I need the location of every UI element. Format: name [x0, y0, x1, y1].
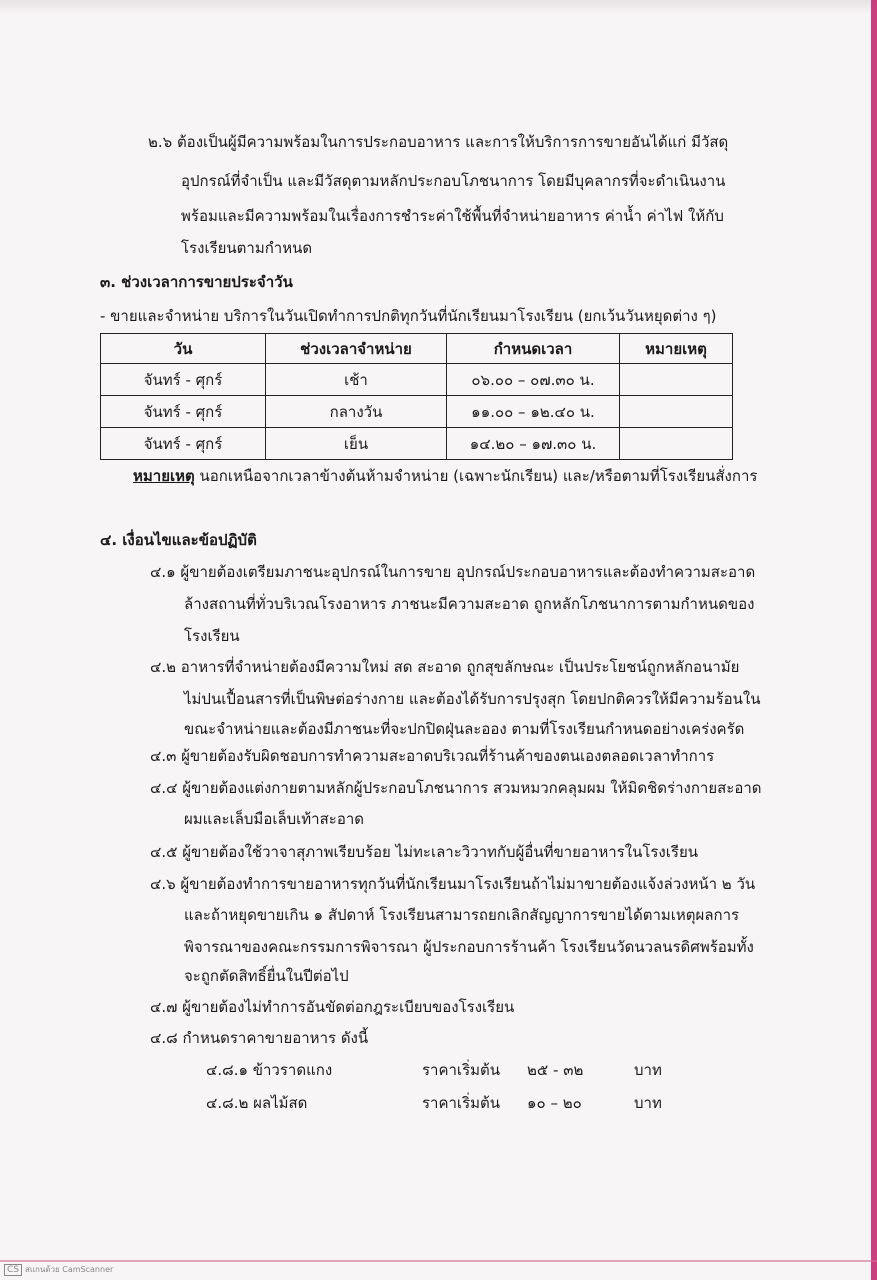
- page-edge-bottom: [0, 1260, 877, 1262]
- cell-time: ๑๔.๒๐ – ๑๗.๓๐ น.: [447, 428, 620, 460]
- table-header-row: [101, 334, 733, 364]
- item-4-2-line-3: ขณะจำหน่ายและต้องมีภาชนะที่จะปกปิดฝุ่นละออง ตามที่โรงเรียนกำหนดอย่างเคร่งครัด: [184, 720, 745, 738]
- item-4-1-line-1: ๔.๑ ผู้ขายต้องเตรียมภาชนะอุปกรณ์ในการขาย อุปกรณ์ประกอบอาหารและต้องทำความสะอาด: [150, 563, 756, 581]
- schedule-note-text: นอกเหนือจากเวลาข้างต้นห้ามจำหน่าย (เฉพาะนักเรียน) และ/หรือตามที่โรงเรียนสั่งการ: [194, 467, 758, 485]
- table-row: [101, 396, 733, 428]
- item-4-6-line-2: และถ้าหยุดขายเกิน ๑ สัปดาห์ โรงเรียนสามารถยกเลิกสัญญาการขายได้ตามเหตุผลการ: [184, 906, 740, 924]
- item-4-6-line-1: ๔.๖ ผู้ขายต้องทำการขายอาหารทุกวันที่นักเรียนมาโรงเรียนถ้าไม่มาขายต้องแจ้งล่วงหน้า ๒ วัน: [150, 875, 756, 893]
- sales-schedule-table: [100, 333, 733, 460]
- section-2-6-line-3: พร้อมและมีความพร้อมในเรื่องการชำระค่าใช้พื้นที่จำหน่ายอาหาร ค่าน้ำ ค่าไฟ ให้กับ: [181, 207, 724, 225]
- table-row: [101, 364, 733, 396]
- col-header-remark: หมายเหตุ: [620, 334, 733, 364]
- col-header-day: วัน: [101, 334, 266, 364]
- item-4-1-line-2: ล้างสถานที่ทั่วบริเวณโรงอาหาร ภาชนะมีความสะอาด ถูกหลักโภชนาการตามกำหนดของ: [184, 595, 755, 613]
- item-4-6-line-3: พิจารณาของคณะกรรมการพิจารณา ผู้ประกอบการร้านค้า โรงเรียนวัดนวลนรดิศพร้อมทั้ง: [184, 938, 754, 956]
- item-4-8: ๔.๘ กำหนดราคาขายอาหาร ดังนี้: [150, 1029, 369, 1047]
- item-4-7: ๔.๗ ผู้ขายต้องไม่ทำการอันขัดต่อกฎระเบียบของโรงเรียน: [150, 998, 515, 1016]
- item-4-4-line-2: ผมและเล็บมือเล็บเท้าสะอาด: [184, 810, 364, 828]
- cell-day: จันทร์ - ศุกร์: [101, 396, 266, 428]
- price-unit: บาท: [634, 1094, 662, 1112]
- section-3-intro: - ขายและจำหน่าย บริการในวันเปิดทำการปกติทุกวันที่นักเรียนมาโรงเรียน (ยกเว้นวันหยุดต่าง ๆ): [100, 307, 717, 325]
- item-4-6-line-4: จะถูกตัดสิทธิ์ยื่นในปีต่อไป: [184, 967, 349, 985]
- schedule-note-label: หมายเหตุ: [133, 467, 195, 485]
- price-range: ๒๕ - ๓๒: [527, 1061, 584, 1079]
- cell-period: เช้า: [266, 364, 447, 396]
- item-4-5: ๔.๕ ผู้ขายต้องใช้วาจาสุภาพเรียบร้อย ไม่ทะเลาะวิวาทกับผู้อื่นที่ขายอาหารในโรงเรียน: [150, 843, 698, 861]
- table-row: [101, 428, 733, 460]
- price-range: ๑๐ – ๒๐: [527, 1094, 582, 1112]
- price-unit: บาท: [634, 1061, 662, 1079]
- item-4-1-line-3: โรงเรียน: [184, 627, 240, 645]
- price-label: ราคาเริ่มต้น: [422, 1094, 501, 1112]
- scan-top-shadow: [0, 0, 877, 14]
- cell-period: กลางวัน: [266, 396, 447, 428]
- cell-day: จันทร์ - ศุกร์: [101, 428, 266, 460]
- section-2-6-line-4: โรงเรียนตามกำหนด: [181, 239, 313, 257]
- section-2-6-line-2: อุปกรณ์ที่จำเป็น และมีวัสดุตามหลักประกอบโภชนาการ โดยมีบุคลากรที่จะดำเนินงาน: [181, 172, 726, 190]
- page-edge-right: [871, 0, 877, 1280]
- price-item-name: ๔.๘.๑ ข้าวราดแกง: [206, 1061, 333, 1079]
- col-header-period: ช่วงเวลาจำหน่าย: [266, 334, 447, 364]
- price-label: ราคาเริ่มต้น: [422, 1061, 501, 1079]
- item-4-4-line-1: ๔.๔ ผู้ขายต้องแต่งกายตามหลักผู้ประกอบโภชนาการ สวมหมวกคลุมผม ให้มิดชิดร่างกายสะอาด: [150, 779, 762, 797]
- camscanner-watermark: [4, 1263, 113, 1276]
- cell-remark: [620, 396, 733, 428]
- section-4-heading: ๔. เงื่อนไขและข้อปฏิบัติ: [100, 531, 257, 549]
- col-header-time: กำหนดเวลา: [447, 334, 620, 364]
- cell-time: ๐๖.๐๐ – ๐๗.๓๐ น.: [447, 364, 620, 396]
- section-3-heading: ๓. ช่วงเวลาการขายประจำวัน: [100, 273, 293, 291]
- item-4-2-line-1: ๔.๒ อาหารที่จำหน่ายต้องมีความใหม่ สด สะอาด ถูกสุขลักษณะ เป็นประโยชน์ถูกหลักอนามัย: [150, 658, 740, 676]
- camscanner-logo-icon: CS: [4, 1264, 22, 1276]
- section-2-6-line-1: ๒.๖ ต้องเป็นผู้มีความพร้อมในการประกอบอาหาร และการให้บริการการขายอันได้แก่ มีวัสดุ: [148, 133, 729, 151]
- cell-day: จันทร์ - ศุกร์: [101, 364, 266, 396]
- cell-remark: [620, 364, 733, 396]
- cell-time: ๑๑.๐๐ – ๑๒.๔๐ น.: [447, 396, 620, 428]
- item-4-2-line-2: ไม่ปนเปื้อนสารที่เป็นพิษต่อร่างกาย และต้องได้รับการปรุงสุก โดยปกติควรให้มีความร้อนใน: [184, 690, 761, 708]
- schedule-note: [133, 465, 757, 487]
- cell-remark: [620, 428, 733, 460]
- price-item-name: ๔.๘.๒ ผลไม้สด: [206, 1094, 308, 1112]
- cell-period: เย็น: [266, 428, 447, 460]
- item-4-3: ๔.๓ ผู้ขายต้องรับผิดชอบการทำความสะอาดบริเวณที่ร้านค้าของตนเองตลอดเวลาทำการ: [150, 747, 715, 765]
- camscanner-text: สแกนด้วย CamScanner: [25, 1265, 114, 1274]
